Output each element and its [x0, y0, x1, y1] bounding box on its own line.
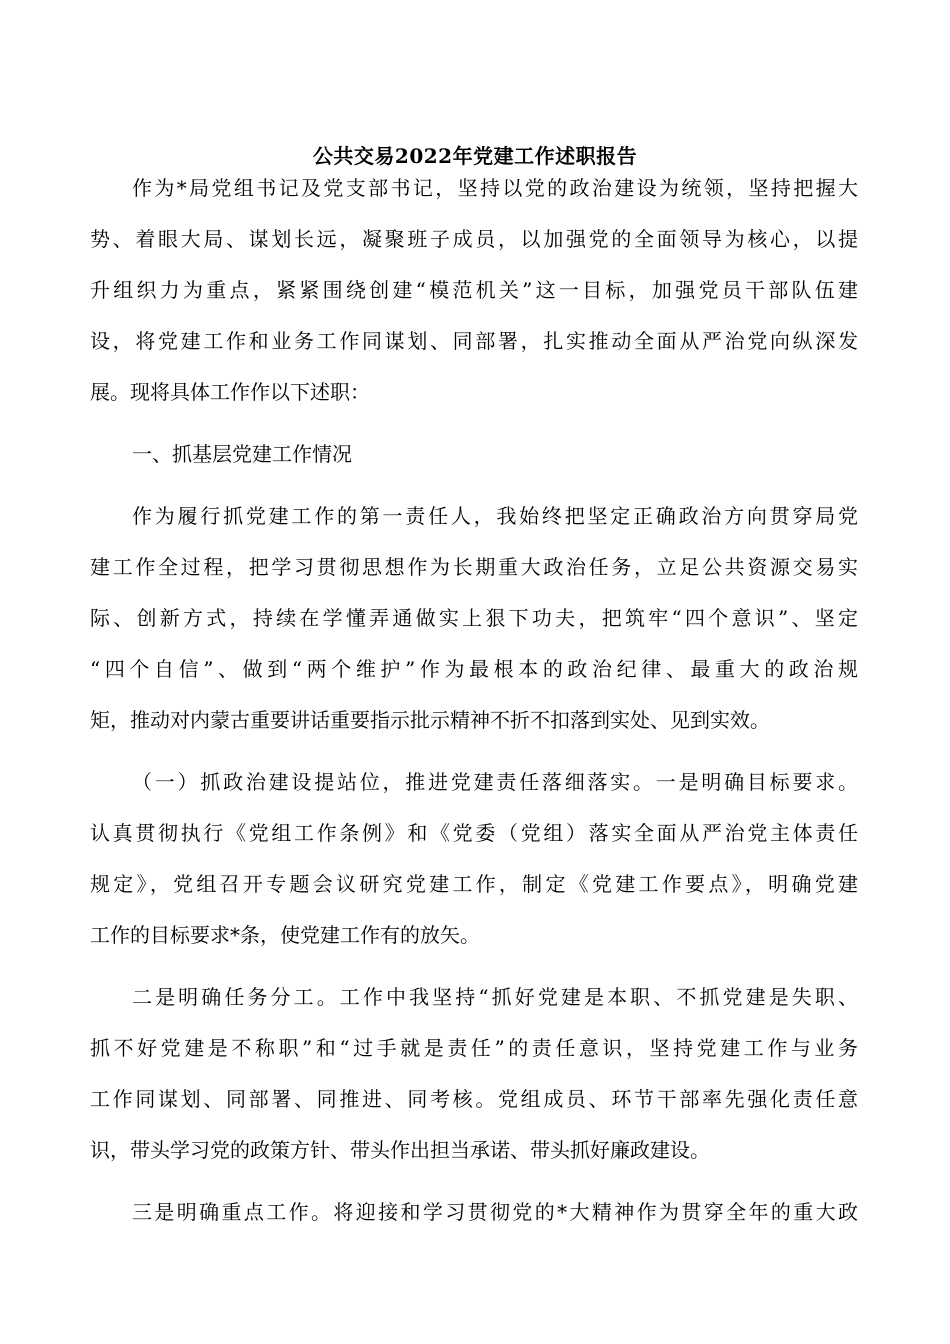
paragraph-line: 际、创新方式，持续在学懂弄通做实上狠下功夫，把筑牢“四个意识”、坚定: [90, 606, 858, 630]
paragraph-line: 认真贯彻执行《党组工作条例》和《党委（党组）落实全面从严治党主体责任: [90, 821, 858, 845]
paragraph-line: 升组织力为重点，紧紧围绕创建“模范机关”这一目标，加强党员干部队伍建: [90, 278, 858, 302]
paragraph-line: 展。现将具体工作作以下述职：: [90, 380, 370, 404]
paragraph-line: “四个自信”、做到“两个维护”作为最根本的政治纪律、最重大的政治规: [90, 657, 858, 681]
subsection-line: （一）抓政治建设提站位，推进党建责任落细落实。一是明确目标要求。: [132, 770, 858, 794]
paragraph-line: 作为履行抓党建工作的第一责任人，我始终把坚定正确政治方向贯穿局党: [132, 504, 858, 528]
paragraph-line: 作为*局党组书记及党支部书记，坚持以党的政治建设为统领，坚持把握大: [132, 176, 858, 200]
paragraph-line: 建工作全过程，把学习贯彻思想作为长期重大政治任务，立足公共资源交易实: [90, 555, 858, 579]
paragraph-line: 规定》，党组召开专题会议研究党建工作，制定《党建工作要点》，明确党建: [90, 872, 858, 896]
paragraph-line: 二是明确任务分工。工作中我坚持“抓好党建是本职、不抓党建是失职、: [132, 985, 858, 1009]
paragraph-line: 三是明确重点工作。将迎接和学习贯彻党的*大精神作为贯穿全年的重大政: [132, 1200, 858, 1224]
section-heading: 一、抓基层党建工作情况: [132, 442, 352, 466]
paragraph-line: 识，带头学习党的政策方针、带头作出担当承诺、带头抓好廉政建设。: [90, 1138, 710, 1162]
document-title: 公共交易2022年党建工作述职报告: [312, 144, 638, 168]
paragraph-line: 设，将党建工作和业务工作同谋划、同部署，扎实推动全面从严治党向纵深发: [90, 329, 858, 353]
paragraph-line: 工作的目标要求*条，使党建工作有的放矢。: [90, 923, 480, 947]
paragraph-line: 抓不好党建是不称职”和“过手就是责任”的责任意识，坚持党建工作与业务: [90, 1036, 858, 1060]
paragraph-line: 势、着眼大局、谋划长远，凝聚班子成员，以加强党的全面领导为核心，以提: [90, 227, 858, 251]
paragraph-line: 工作同谋划、同部署、同推进、同考核。党组成员、环节干部率先强化责任意: [90, 1087, 858, 1111]
paragraph-line: 矩，推动对内蒙古重要讲话重要指示批示精神不折不扣落到实处、见到实效。: [90, 708, 770, 732]
